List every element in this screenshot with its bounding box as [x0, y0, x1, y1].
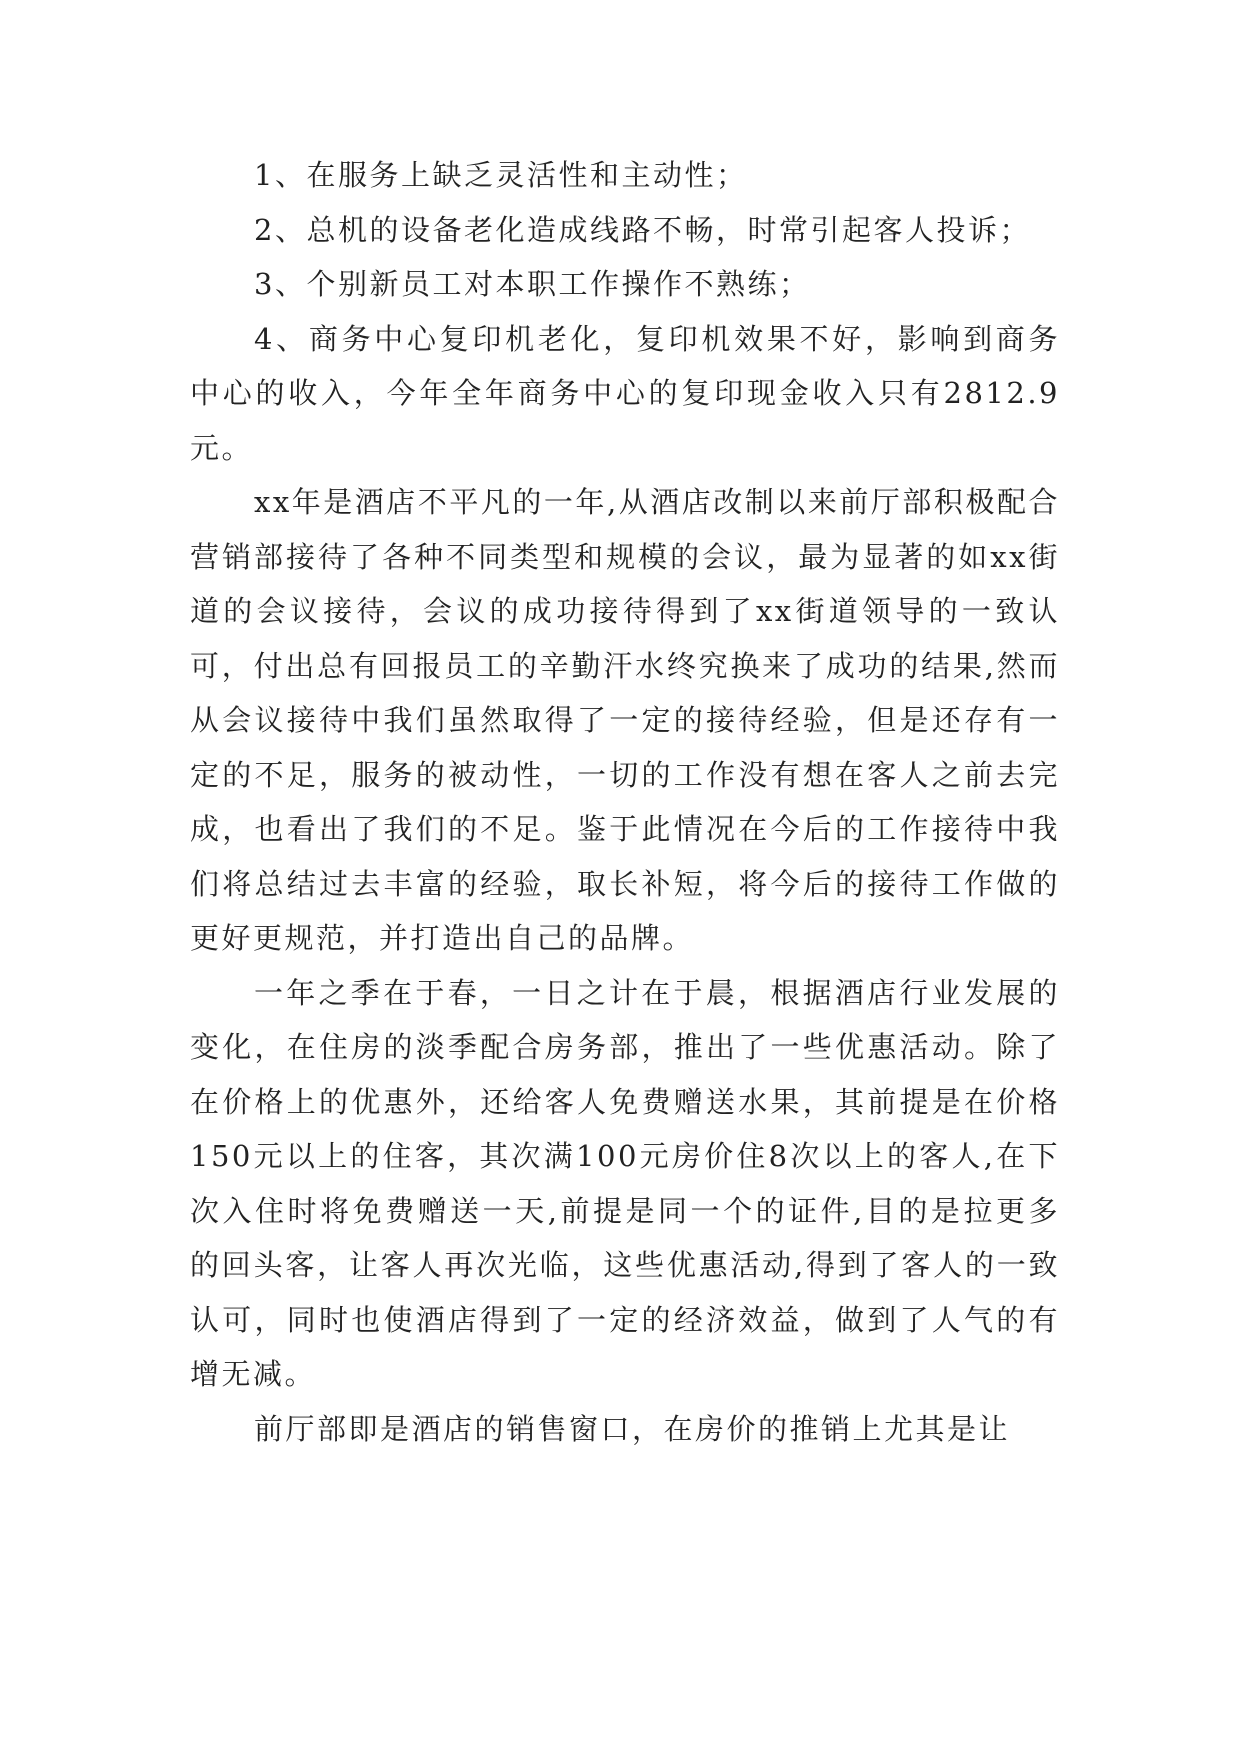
- document-page: [190, 148, 1060, 1456]
- list-item-4: 4、商务中心复印机老化，复印机效果不好，影响到商务中心的收入，今年全年商务中心的复印现金收入只有2812.9元。: [190, 321, 1060, 465]
- paragraph-sales-window: 前厅部即是酒店的销售窗口，在房价的推销上尤其是让: [254, 1411, 1011, 1446]
- paragraph-promotions: 一年之季在于春，一日之计在于晨，根据酒店行业发展的变化，在住房的淡季配合房务部，推出了一些优惠活动。除了在价格上的优惠外，还给客人免费赠送水果，其前提是在价格150元以上的住客，其次满100元房价住8次以上的客人,在下次入住时将免费赠送一天,前提是同一个的证件,目的是拉更多的回头客，让客人再次光临，这些优惠活动,得到了客人的一致认可，同时也使酒店得到了一定的经济效益，做到了人气的有增无减。: [190, 975, 1060, 1391]
- list-item-1: 1、在服务上缺乏灵活性和主动性；: [254, 158, 748, 192]
- list-item-3: 3、个别新员工对本职工作操作不熟练；: [254, 267, 811, 301]
- list-item-2: 2、总机的设备老化造成线路不畅，时常引起客人投诉；: [254, 212, 1031, 247]
- paragraph-conference-reception: xx年是酒店不平凡的一年,从酒店改制以来前厅部积极配合营销部接待了各种不同类型和规模的会议，最为显著的如xx街道的会议接待，会议的成功接待得到了xx街道领导的一致认可，付出总有回报员工的辛勤汗水终究换来了成功的结果,然而从会议接待中我们虽然取得了一定的接待经验，但是还存有一定的不足，服务的被动性，一切的工作没有想在客人之前去完成，也看出了我们的不足。鉴于此情况在今后的工作接待中我们将总结过去丰富的经验，取长补短，将今后的接待工作做的更好更规范，并打造出自己的品牌。: [190, 485, 1060, 955]
